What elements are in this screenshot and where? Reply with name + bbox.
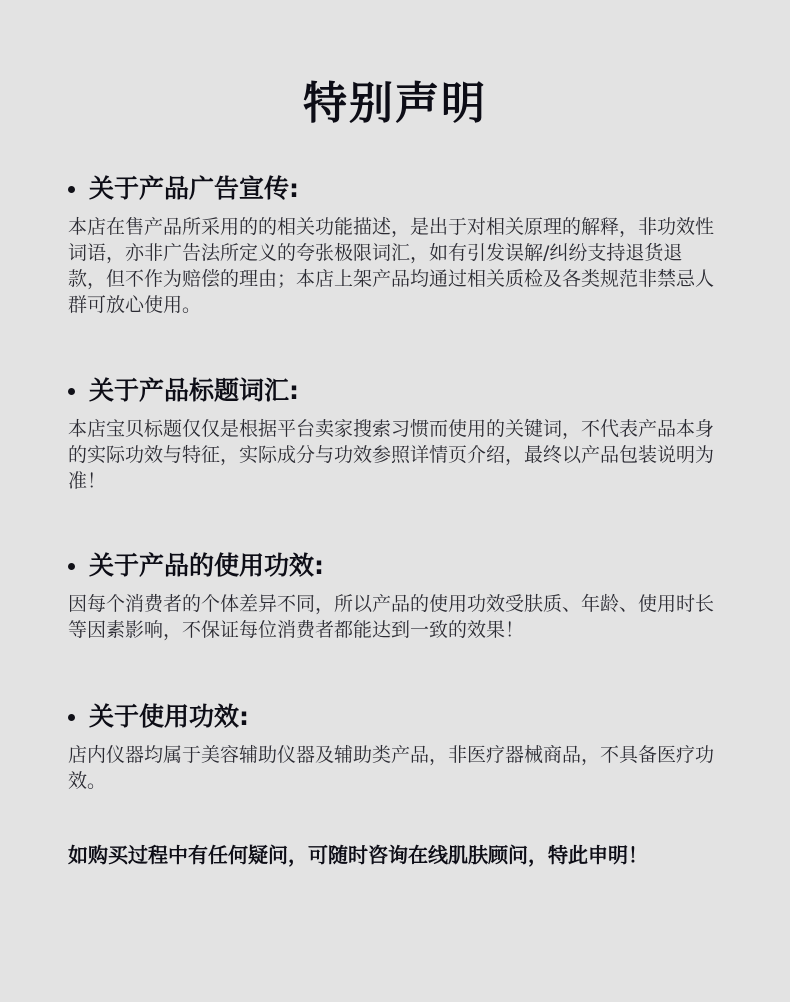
bullet-icon — [68, 186, 75, 193]
bullet-icon — [68, 563, 75, 570]
section-heading-text: 关于产品标题词汇: — [89, 376, 299, 405]
section-heading — [68, 549, 718, 583]
section-heading — [68, 374, 718, 408]
bullet-icon — [68, 388, 75, 395]
section-heading-text: 关于使用功效: — [89, 702, 249, 731]
section-body: 因每个消费者的个体差异不同，所以产品的使用功效受肤质、年龄、使用时长等因素影响，不保证每位消费者都能达到一致的效果！ — [68, 593, 715, 641]
section-product-efficacy — [68, 549, 718, 643]
section-advertising — [68, 172, 718, 318]
section-title-terms — [68, 374, 718, 494]
bullet-icon — [68, 714, 75, 721]
section-body: 本店宝贝标题仅仅是根据平台卖家搜索习惯而使用的关键词，不代表产品本身的实际功效与特征，实际成分与功效参照详情页介绍，最终以产品包装说明为准！ — [68, 418, 715, 492]
page-title: 特别声明 — [303, 78, 487, 129]
section-heading — [68, 700, 718, 734]
section-body: 本店在售产品所采用的的相关功能描述，是出于对相关原理的解释，非功效性词语，亦非广告法所定义的夸张极限词汇，如有引发误解/纠纷支持退货退款，但不作为赔偿的理由；本店上架产品均通过相关质检及各类规范非禁忌人群可放心使用。 — [68, 216, 715, 316]
section-heading-text: 关于产品广告宣传: — [89, 174, 299, 203]
section-usage-efficacy — [68, 700, 718, 794]
section-heading — [68, 172, 718, 206]
section-body: 店内仪器均属于美容辅助仪器及辅助类产品，非医疗器械商品，不具备医疗功效。 — [68, 744, 715, 792]
closing-statement: 如购买过程中有任何疑问，可随时咨询在线肌肤顾问，特此申明！ — [68, 843, 648, 867]
section-heading-text: 关于产品的使用功效: — [89, 551, 324, 580]
